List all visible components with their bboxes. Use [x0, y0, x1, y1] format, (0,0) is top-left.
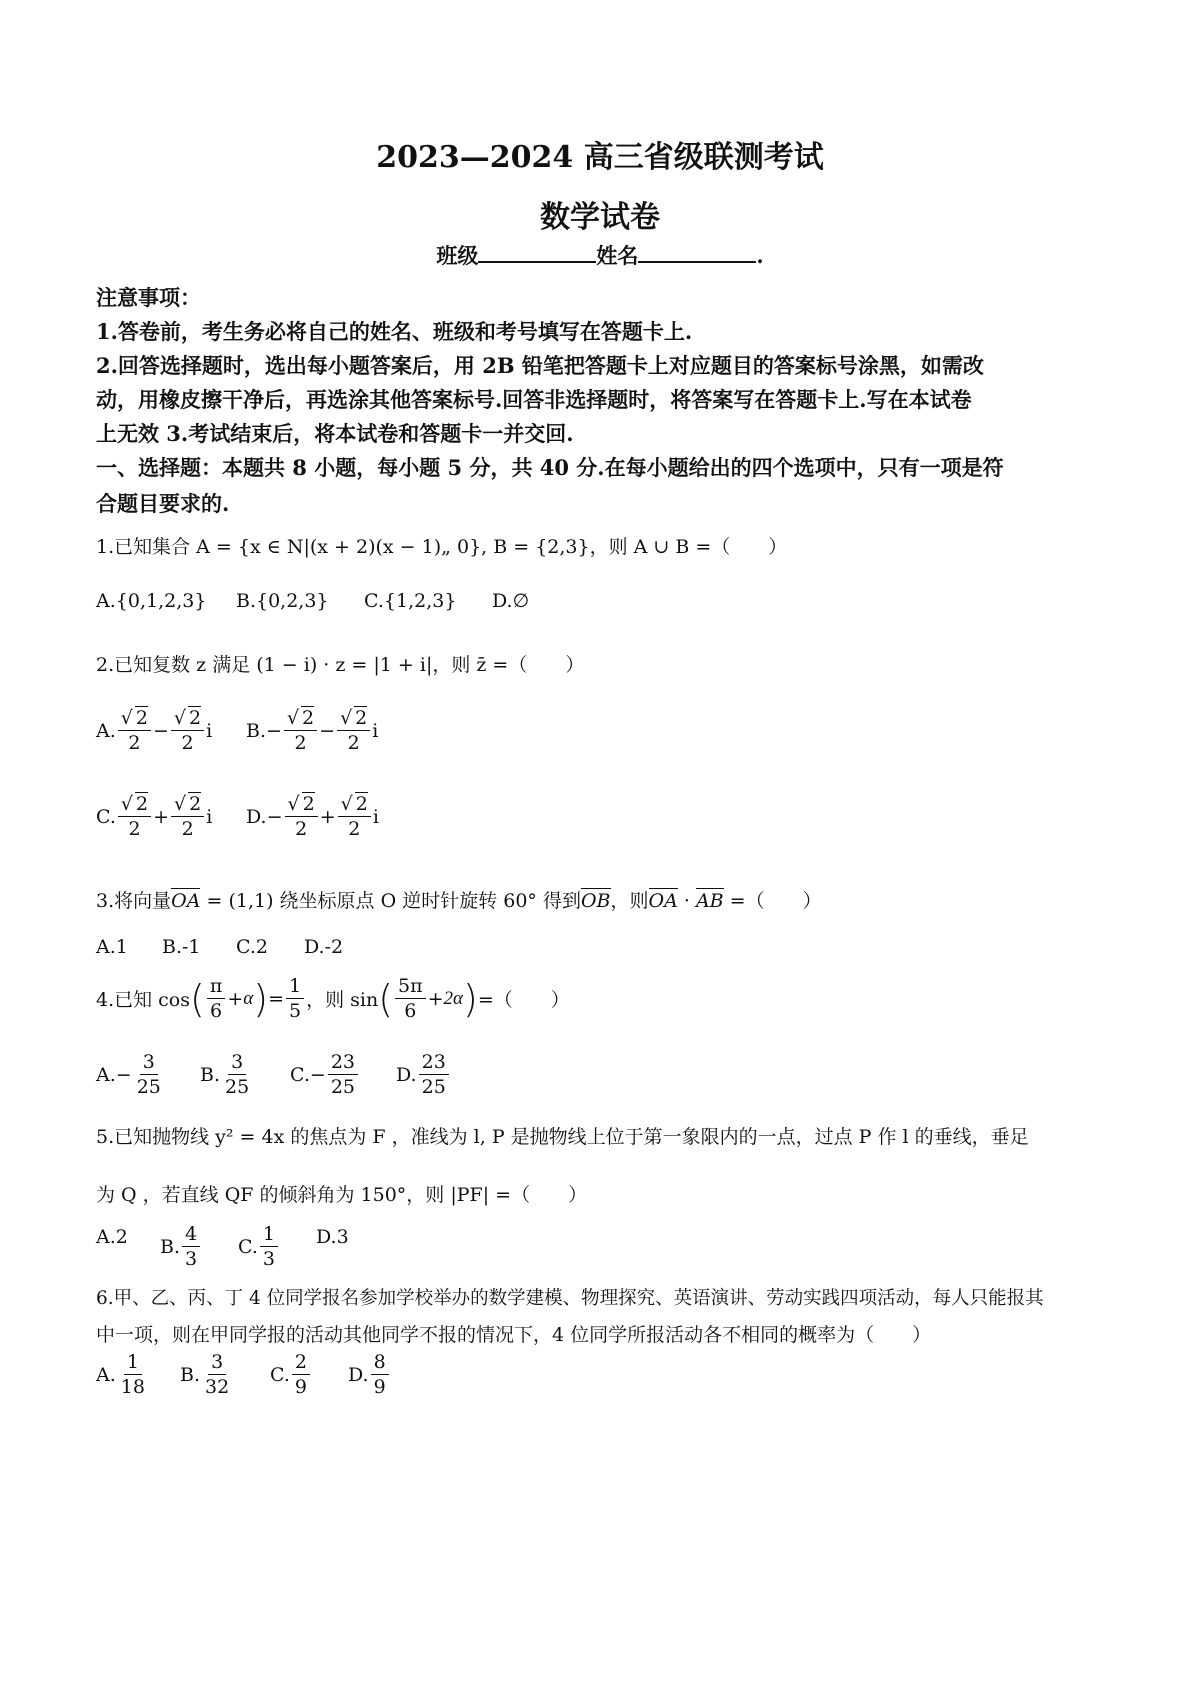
q2-b-i: i	[372, 719, 379, 742]
q5-option-d[interactable]: D.3	[316, 1226, 349, 1248]
q2-a-label: A.	[96, 719, 116, 742]
q6-option-a[interactable]: A. $\frac{1}{18}$	[96, 1351, 145, 1398]
q3-option-b[interactable]: B.-1	[162, 936, 201, 958]
q2-c-frac-1: $\frac{√ 2}{2}$	[118, 792, 151, 841]
q2-option-a[interactable]	[96, 706, 212, 755]
end-mark: .	[756, 243, 764, 268]
q6-option-c[interactable]: C. $\frac{2}{9}$	[270, 1350, 312, 1399]
q6-stem-line-2: 中一项，则在甲同学报的活动其他同学不报的情况下，4 位同学所报活动各不相同的概率为（ ）	[96, 1324, 932, 1346]
q2-option-d[interactable]	[246, 792, 379, 841]
student-info-line	[0, 240, 1200, 270]
q3-option-a[interactable]: A.1	[96, 936, 128, 958]
notes-heading: 注意事项：	[96, 285, 201, 310]
q2-b-op: −	[319, 719, 336, 742]
class-blank[interactable]	[478, 243, 596, 263]
q6-stem-line-1: 6.甲、乙、丙、丁 4 位同学报名参加学校举办的数学建模、物理探究、英语演讲、劳动实践四项活动，每人只能报其	[96, 1288, 1044, 1309]
vector-ab: AB	[695, 890, 724, 912]
name-label: 姓名	[596, 243, 639, 268]
q2-a-i: i	[206, 719, 213, 742]
q2-d-frac-2: $\frac{√ 2}{2}$	[338, 792, 371, 841]
q3-option-c[interactable]: C.2	[236, 936, 268, 958]
vector-oa-2: OA	[648, 890, 678, 912]
q4-option-a[interactable]: A.− $\frac{3}{25}$	[96, 1051, 161, 1098]
q4-one-fifth: $\frac{1}{5}$	[286, 974, 304, 1023]
q2-d-label: D.	[246, 805, 267, 828]
q2-b-sign: −	[266, 719, 282, 742]
q4-pi-over-6: $\frac{\pi}{6}$	[207, 974, 226, 1023]
q5-option-b[interactable]: B. $\frac{4}{3}$	[160, 1222, 202, 1271]
notes-line-1: 1.答卷前，考生务必将自己的姓名、班级和考号填写在答题卡上.	[96, 319, 693, 344]
q2-a-frac-1: $\frac{√ 2}{2}$	[118, 706, 151, 755]
q2-c-i: i	[206, 805, 213, 828]
notes-line-2: 2.回答选择题时，选出每小题答案后，用 2B 铅笔把答题卡上对应题目的答案标号涂黑，如需改	[96, 353, 984, 378]
q6-option-b[interactable]: B. $\frac{3}{32}$	[180, 1351, 230, 1398]
q2-d-frac-1: $\frac{√ 2}{2}$	[285, 792, 318, 841]
q1-option-d[interactable]: D.∅	[492, 590, 530, 612]
q4-stem: 4.已知 cos ( $\frac{\pi}{6}$ + α ) = $\frac{1}{5}$ ，则 sin ( $\frac{5\pi}{6}$ + 2α ) =（ ）	[96, 975, 570, 1022]
q2-option-b[interactable]	[246, 706, 378, 755]
notes-line-3: 动，用橡皮擦干净后，再选涂其他答案标号.回答非选择题时，将答案写在答题卡上.写在本试卷	[96, 387, 972, 412]
vector-oa: OA	[171, 890, 201, 912]
q4-5pi-over-6: $\frac{5\pi}{6}$	[395, 974, 426, 1023]
section-heading-line-1: 一、选择题：本题共 8 小题，每小题 5 分，共 40 分.在每小题给出的四个选项中，只有一项是符	[96, 455, 1004, 480]
q1-stem: 1.已知集合 A = {x ∈ N|(x + 2)(x − 1)„ 0}, B = {2,3}，则 A ∪ B =（ ）	[96, 536, 788, 558]
q2-stem: 2.已知复数 z 满足 (1 − i) · z = |1 + i|，则 z̄ =（ ）	[96, 654, 585, 676]
q2-a-frac-2: $\frac{√ 2}{2}$	[171, 706, 204, 755]
q6-option-d[interactable]: D. $\frac{8}{9}$	[348, 1350, 391, 1399]
q2-b-label: B.	[246, 719, 267, 742]
exam-title: 2023—2024 高三省级联测考试	[376, 140, 824, 175]
q1-option-b[interactable]: B.{0,2,3}	[236, 590, 329, 612]
q2-c-label: C.	[96, 805, 116, 828]
vector-ob: OB	[580, 890, 611, 912]
q2-option-c[interactable]	[96, 792, 212, 841]
q4-option-c[interactable]: C.− $\frac{23}{25}$	[290, 1050, 360, 1099]
q2-c-frac-2: $\frac{√ 2}{2}$	[171, 792, 204, 841]
q4-option-b[interactable]: B. $\frac{3}{25}$	[200, 1051, 250, 1098]
q4-option-d[interactable]: D. $\frac{23}{25}$	[396, 1050, 451, 1099]
q2-a-op: −	[152, 719, 169, 742]
name-blank[interactable]	[638, 243, 756, 263]
q3-stem: 3.将向量OA = (1,1) 绕坐标原点 O 逆时针旋转 60° 得到OB，则OA · AB =（ ）	[96, 890, 822, 912]
q2-c-op: +	[153, 805, 170, 828]
class-label: 班级	[436, 243, 479, 268]
q1-option-c[interactable]: C.{1,2,3}	[364, 590, 457, 612]
q2-d-sign: −	[266, 805, 283, 828]
q5-stem-line-2: 为 Q ，若直线 QF 的倾斜角为 150°，则 |PF| =（ ）	[96, 1184, 588, 1206]
q5-stem-line-1: 5.已知抛物线 y² = 4x 的焦点为 F ，准线为 l, P 是抛物线上位于第一象限内的一点，过点 P 作 l 的垂线，垂足	[96, 1126, 1029, 1148]
subject-title: 数学试卷	[540, 200, 660, 235]
q2-d-i: i	[372, 805, 379, 828]
q5-option-c[interactable]: C. $\frac{1}{3}$	[238, 1222, 280, 1271]
q5-option-a[interactable]: A.2	[96, 1226, 128, 1248]
notes-line-4: 上无效 3.考试结束后，将本试卷和答题卡一并交回.	[96, 421, 574, 446]
section-heading-line-2: 合题目要求的.	[96, 491, 230, 516]
q2-d-op: +	[319, 805, 336, 828]
q2-b-frac-2: $\frac{√ 2}{2}$	[337, 706, 370, 755]
q3-option-d[interactable]: D.-2	[304, 936, 344, 958]
q2-b-frac-1: $\frac{√ 2}{2}$	[284, 706, 317, 755]
q1-option-a[interactable]: A.{0,1,2,3}	[96, 590, 207, 612]
